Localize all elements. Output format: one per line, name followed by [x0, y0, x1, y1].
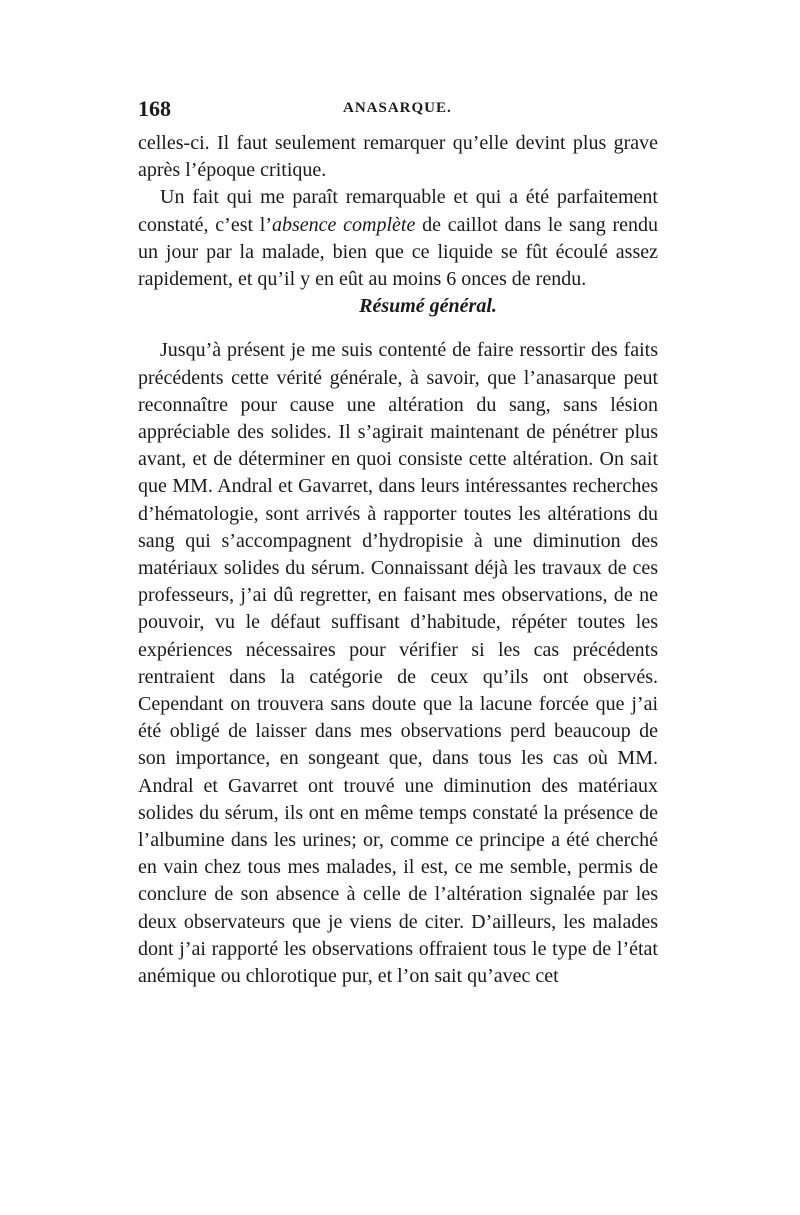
paragraph-resume — [138, 337, 658, 990]
text-block — [138, 130, 658, 990]
paragraph-3-text: Jusqu’à présent je me suis contenté de faire ressortir des faits précédents cette vérité générale, à savoir, que l’anasarque peut reconnaître pour cause une altération du sang, sans lésion appréciable des solides. Il s’agirait maintenant de pénétrer plus avant, et de déterminer en quoi consiste cette altération. On sait que MM. Andral et Gavarret, dans leurs intéressantes recherches d’hématologie, sont arrivés à rapporter toutes les altérations du sang qui s’accompagnent d’hydropisie à une diminution des matériaux solides du sérum. Connaissant déjà les travaux de ces professeurs, j’ai dû regretter, en faisant mes observations, de ne pouvoir, vu le défaut suffisant d’habitude, répéter toutes les expériences nécessaires pour vérifier si les cas précédents rentraient dans la catégorie de ceux qu’ils ont observés. Cependant on trouvera sans doute que la lacune forcée que j’ai été obligé de laisser dans mes observations perd beaucoup de son importance, en songeant que, dans tous les cas où MM. Andral et Gavarret ont trouvé une diminution des matériaux solides du sérum, ils ont en même temps constaté la présence de l’albumine dans les urines; or, comme ce principe a été cherché en vain chez tous mes malades, il est, ce me semble, permis de conclure de son absence à celle de l’altération signalée par les deux observateurs que je viens de citer. D’ailleurs, les malades dont j’ai rapporté les observations offraient tous le type de l’état anémique ou chlorotique pur, et l’on sait qu’avec cet — [138, 339, 658, 988]
page-number: 168 — [138, 96, 171, 121]
paragraph-2-emphasis: absence complète — [272, 213, 416, 236]
paragraph-2-text-after: de caillot dans le sang rendu un jour par la malade, bien que ce liquide se fût écoulé assez rapidement, et qu’il y en eût au moins 6 onces de rendu. — [138, 213, 658, 291]
paragraph-continuation — [138, 130, 658, 184]
running-title: ANASARQUE. — [343, 100, 452, 116]
section-heading: Résumé général. — [359, 295, 497, 318]
paragraph-2-text-before: Un fait qui me paraît remarquable et qui a été parfaitement constaté, c’est l’ — [138, 186, 658, 236]
running-head — [138, 96, 658, 126]
paragraph-1-text: celles-ci. Il faut seulement remarquer qu’elle devint plus grave après l’époque critique. — [138, 132, 658, 182]
paragraph-caillot — [138, 184, 658, 293]
